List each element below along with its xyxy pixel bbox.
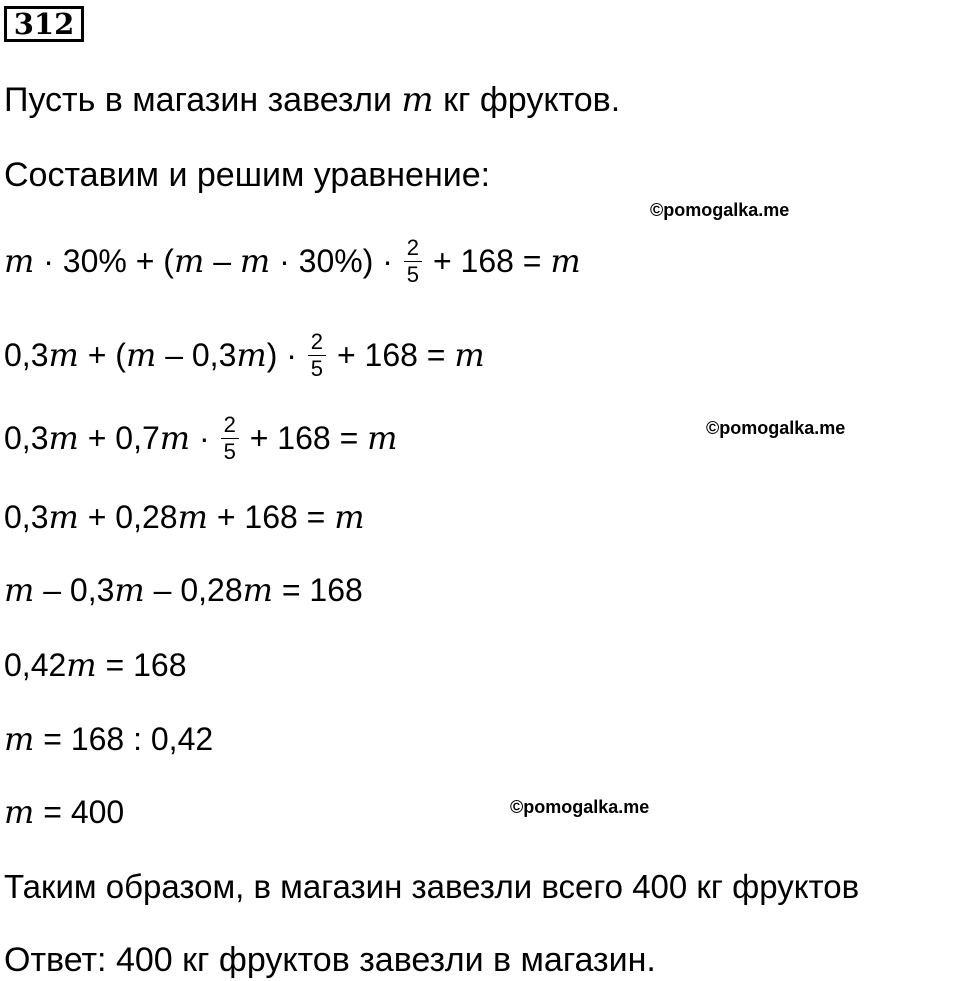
intro-variable: m: [401, 80, 434, 120]
eq1-text: –: [204, 242, 240, 279]
eq8-var: m: [4, 793, 35, 831]
eq7-var: m: [4, 720, 35, 758]
eq1-var: m: [173, 241, 205, 280]
eq2-text: + 168 =: [336, 336, 455, 373]
eq3-text: ·: [190, 419, 210, 456]
eq2-var: m: [236, 335, 267, 374]
watermark-2: ©pomogalka.me: [706, 418, 846, 438]
eq4-text: + 0,28: [78, 499, 178, 535]
equation-4: [4, 497, 365, 537]
eq2-text: – 0,3: [156, 336, 237, 373]
eq8-text: = 400: [34, 794, 125, 830]
eq5-text: = 168: [272, 572, 363, 608]
problem-number: 312: [4, 6, 84, 42]
eq6-text: 0,42: [4, 647, 67, 683]
eq3-text: + 0,7: [78, 419, 160, 456]
eq2-text: + (: [78, 336, 126, 373]
fraction-denominator: 5: [223, 439, 236, 464]
eq5-text: – 0,28: [144, 572, 243, 608]
answer-line: Ответ: 400 кг фруктов завезли в магазин.: [4, 941, 656, 979]
eq5-text: – 0,3: [34, 572, 115, 608]
eq7-text: = 168 : 0,42: [34, 721, 214, 757]
fraction-denominator: 5: [406, 262, 420, 287]
fraction-numerator: 2: [223, 412, 236, 437]
setup-line: Составим и решим уравнение:: [4, 156, 491, 194]
equation-5: [4, 570, 363, 610]
eq2-var: m: [125, 335, 157, 374]
eq2-text: 0,3: [4, 336, 49, 373]
conclusion-line: Таким образом, в магазин завезли всего 400 кг фруктов: [4, 868, 860, 905]
eq4-var: m: [48, 498, 79, 536]
fraction-numerator: 2: [406, 235, 420, 260]
watermark-1: ©pomogalka.me: [650, 200, 790, 220]
eq3-text: 0,3: [4, 419, 49, 456]
equation-3: [4, 412, 398, 466]
fraction-numerator: 2: [310, 329, 324, 354]
eq1-var: m: [550, 241, 581, 280]
intro-line: [4, 80, 620, 120]
eq1-var: m: [239, 241, 271, 280]
fraction-denominator: 5: [310, 356, 324, 381]
watermark-3: ©pomogalka.me: [510, 797, 650, 817]
eq4-text: 0,3: [4, 499, 49, 535]
eq1-text: · 30%) ·: [270, 242, 393, 279]
equation-1: [4, 235, 581, 289]
eq1-fraction: [404, 236, 422, 287]
equation-6: [4, 645, 186, 685]
eq5-var: m: [114, 571, 145, 609]
eq2-var: m: [454, 335, 485, 374]
equation-7: [4, 719, 213, 759]
equation-2: [4, 329, 485, 383]
eq3-text: + 168 =: [249, 419, 368, 456]
eq4-var: m: [334, 498, 365, 536]
eq5-var: m: [242, 571, 273, 609]
eq3-var: m: [367, 418, 398, 457]
eq3-fraction: [221, 413, 239, 464]
eq4-var: m: [177, 498, 208, 536]
intro-text-before: Пусть в магазин завезли: [4, 81, 402, 119]
eq5-var: m: [4, 571, 35, 609]
eq1-var: m: [4, 241, 35, 280]
eq1-text: + 168 =: [432, 242, 551, 279]
eq2-text: ) ·: [266, 336, 297, 373]
eq6-var: m: [66, 646, 97, 684]
eq6-text: = 168: [96, 647, 187, 683]
eq2-var: m: [48, 335, 79, 374]
equation-8: [4, 792, 124, 832]
eq1-text: · 30% + (: [34, 242, 174, 279]
intro-text-after: кг фруктов.: [433, 81, 621, 119]
eq3-var: m: [48, 418, 79, 457]
eq4-text: + 168 =: [207, 499, 335, 535]
eq3-var: m: [159, 418, 191, 457]
eq2-fraction: [308, 330, 326, 381]
